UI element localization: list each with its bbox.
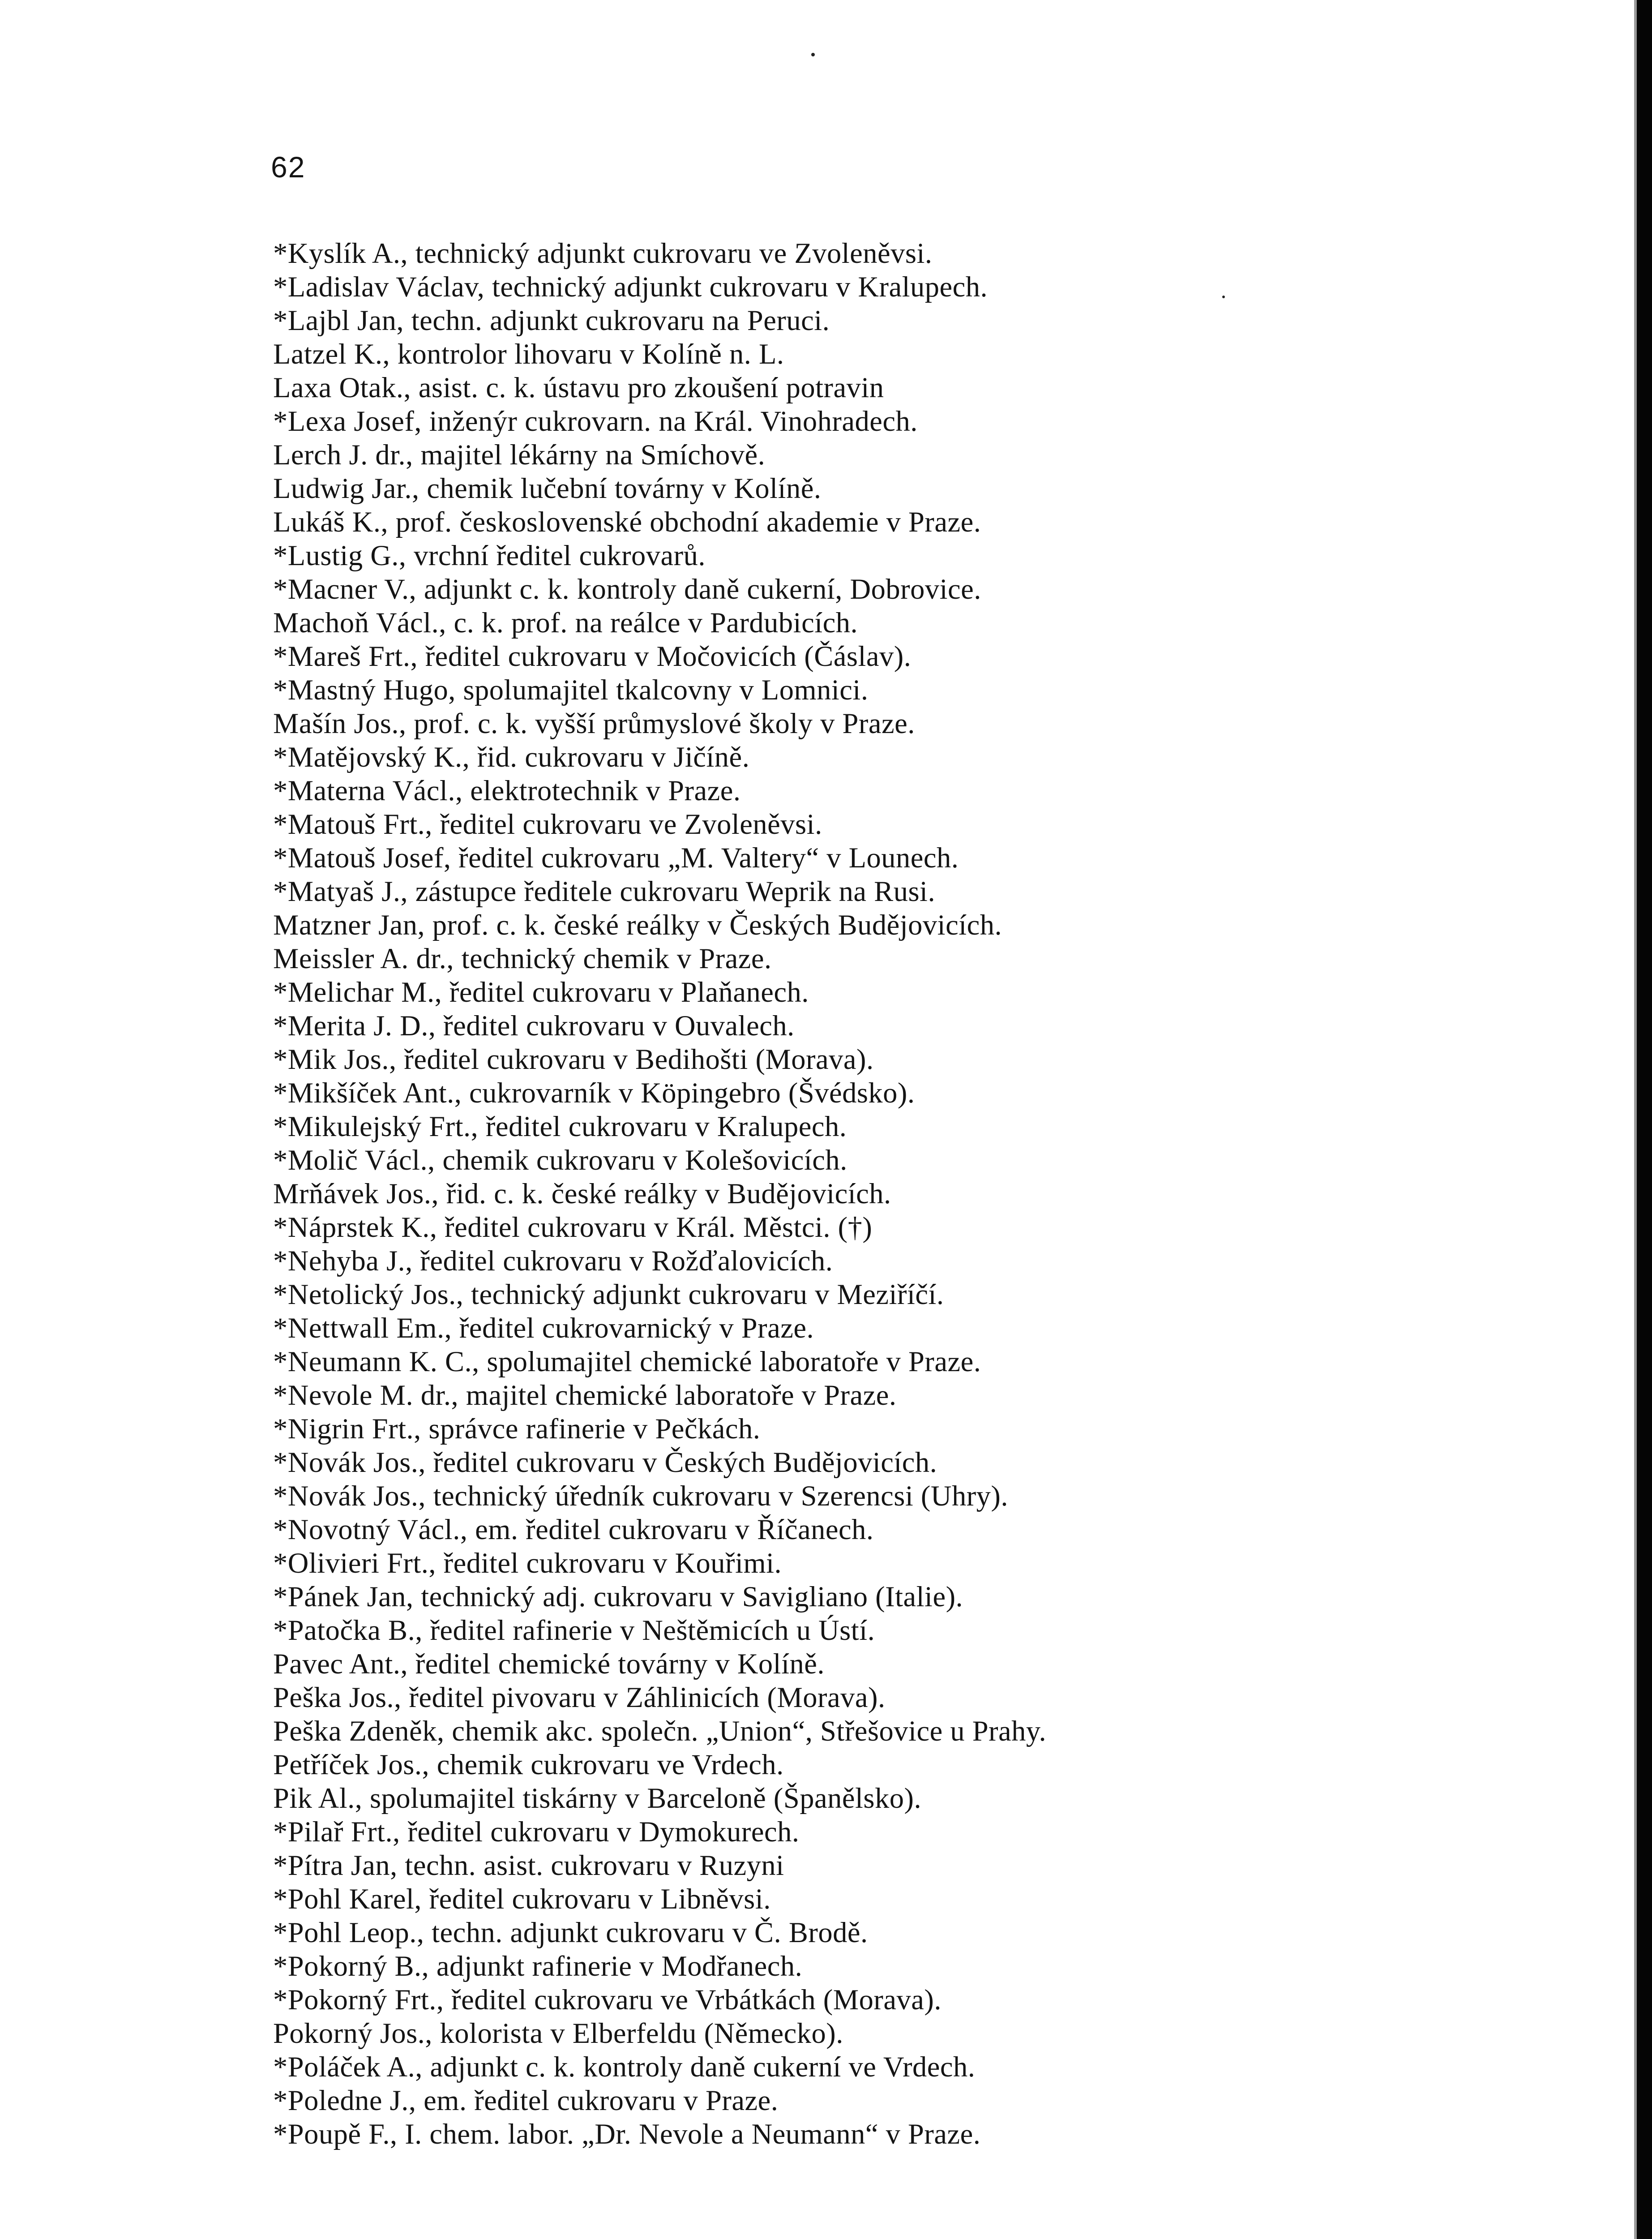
list-item: *Nehyba J., ředitel cukrovaru v Rožďalovicích. — [273, 1245, 833, 1277]
page-number: 62 — [271, 150, 306, 184]
list-item: Mašín Jos., prof. c. k. vyšší průmyslové školy v Praze. — [273, 708, 915, 739]
scan-speck — [811, 53, 815, 56]
list-item: *Ladislav Václav, technický adjunkt cukrovaru v Kralupech. — [273, 271, 988, 303]
list-item: *Lexa Josef, inženýr cukrovarn. na Král. Vinohradech. — [273, 405, 918, 437]
list-item: *Netolický Jos., technický adjunkt cukrovaru v Meziříčí. — [273, 1278, 944, 1310]
list-item: *Merita J. D., ředitel cukrovaru v Ouvalech. — [273, 1010, 795, 1042]
list-item: *Matějovský K., řid. cukrovaru v Jičíně. — [273, 741, 750, 773]
list-item: *Pohl Leop., techn. adjunkt cukrovaru v Č. Brodě. — [273, 1917, 868, 1948]
list-item: Lukáš K., prof. československé obchodní akademie v Praze. — [273, 506, 981, 538]
list-item: Meissler A. dr., technický chemik v Praze. — [273, 943, 772, 974]
list-item: *Pokorný B., adjunkt rafinerie v Modřanech. — [273, 1950, 803, 1982]
list-item: Peška Jos., ředitel pivovaru v Záhlinicích (Morava). — [273, 1681, 886, 1713]
list-item: *Pilař Frt., ředitel cukrovaru v Dymokurech. — [273, 1816, 800, 1848]
list-item: Lerch J. dr., majitel lékárny na Smíchově. — [273, 439, 766, 471]
list-item: Laxa Otak., asist. c. k. ústavu pro zkoušení potravin — [273, 372, 884, 403]
list-item: *Poláček A., adjunkt c. k. kontroly daně cukerní ve Vrdech. — [273, 2051, 976, 2083]
list-item: Machoň Václ., c. k. prof. na reálce v Pardubicích. — [273, 607, 858, 639]
list-item: Latzel K., kontrolor lihovaru v Kolíně n. L. — [273, 338, 784, 370]
list-item: Peška Zdeněk, chemik akc. společn. „Union“, Střešovice u Prahy. — [273, 1715, 1047, 1747]
list-item: *Lustig G., vrchní ředitel cukrovarů. — [273, 540, 706, 571]
list-item: *Kyslík A., technický adjunkt cukrovaru ve Zvoleněvsi. — [273, 237, 933, 269]
list-item: Mrňávek Jos., řid. c. k. české reálky v Budějovicích. — [273, 1178, 891, 1210]
list-item: *Patočka B., ředitel rafinerie v Neštěmicích u Ústí. — [273, 1614, 875, 1646]
list-item: *Macner V., adjunkt c. k. kontroly daně cukerní, Dobrovice. — [273, 573, 981, 605]
list-item: *Pítra Jan, techn. asist. cukrovaru v Ruzyni — [273, 1849, 784, 1881]
list-item: *Mikulejský Frt., ředitel cukrovaru v Kralupech. — [273, 1111, 847, 1142]
list-item: *Mik Jos., ředitel cukrovaru v Bedihošti (Morava). — [273, 1043, 874, 1075]
list-item: *Novák Jos., ředitel cukrovaru v Českých Budějovicích. — [273, 1446, 937, 1478]
list-item: *Olivieri Frt., ředitel cukrovaru v Kouřimi. — [273, 1547, 782, 1579]
list-item: *Nettwall Em., ředitel cukrovarnický v Praze. — [273, 1312, 814, 1344]
list-item: Petříček Jos., chemik cukrovaru ve Vrdech. — [273, 1749, 784, 1780]
list-item: Pik Al., spolumajitel tiskárny v Barceloně (Španělsko). — [273, 1782, 922, 1814]
list-item: *Nigrin Frt., správce rafinerie v Pečkách. — [273, 1413, 761, 1445]
list-item: *Pokorný Frt., ředitel cukrovaru ve Vrbátkách (Morava). — [273, 1984, 942, 2016]
list-item: *Melichar M., ředitel cukrovaru v Plaňanech. — [273, 976, 809, 1008]
list-item: *Pohl Karel, ředitel cukrovaru v Libněvsi. — [273, 1883, 771, 1915]
list-item: Pokorný Jos., kolorista v Elberfeldu (Německo). — [273, 2017, 843, 2049]
scan-border — [1637, 0, 1652, 2239]
list-item: *Lajbl Jan, techn. adjunkt cukrovaru na Peruci. — [273, 305, 830, 336]
list-item: *Matouš Josef, ředitel cukrovaru „M. Valtery“ v Lounech. — [273, 842, 959, 874]
list-item: *Novotný Václ., em. ředitel cukrovaru v Říčanech. — [273, 1514, 874, 1545]
list-item: Matzner Jan, prof. c. k. české reálky v Českých Budějovicích. — [273, 909, 1002, 941]
list-item: *Matyaš J., zástupce ředitele cukrovaru Weprik na Rusi. — [273, 875, 936, 907]
list-item: *Mikšíček Ant., cukrovarník v Köpingebro (Švédsko). — [273, 1077, 915, 1109]
list-item: Ludwig Jar., chemik lučební továrny v Kolíně. — [273, 472, 822, 504]
list-item: *Mareš Frt., ředitel cukrovaru v Močovicích (Čáslav). — [273, 640, 912, 672]
list-item: *Poupě F., I. chem. labor. „Dr. Nevole a Neumann“ v Praze. — [273, 2118, 981, 2150]
member-list — [273, 236, 1482, 2151]
list-item: Pavec Ant., ředitel chemické továrny v Kolíně. — [273, 1648, 825, 1680]
list-item: *Pánek Jan, technický adj. cukrovaru v Savigliano (Italie). — [273, 1581, 963, 1613]
list-item: *Mastný Hugo, spolumajitel tkalcovny v Lomnici. — [273, 674, 869, 706]
list-item: *Matouš Frt., ředitel cukrovaru ve Zvoleněvsi. — [273, 808, 822, 840]
list-item: *Neumann K. C., spolumajitel chemické laboratoře v Praze. — [273, 1346, 981, 1377]
list-item: *Nevole M. dr., majitel chemické laboratoře v Praze. — [273, 1379, 897, 1411]
list-item: *Novák Jos., technický úředník cukrovaru v Szerencsi (Uhry). — [273, 1480, 1009, 1512]
list-item: *Materna Václ., elektrotechnik v Praze. — [273, 775, 741, 806]
list-item: *Molič Václ., chemik cukrovaru v Kolešovicích. — [273, 1144, 847, 1176]
list-item: *Náprstek K., ředitel cukrovaru v Král. Městci. (†) — [273, 1211, 873, 1243]
list-item: *Poledne J., em. ředitel cukrovaru v Praze. — [273, 2085, 779, 2116]
